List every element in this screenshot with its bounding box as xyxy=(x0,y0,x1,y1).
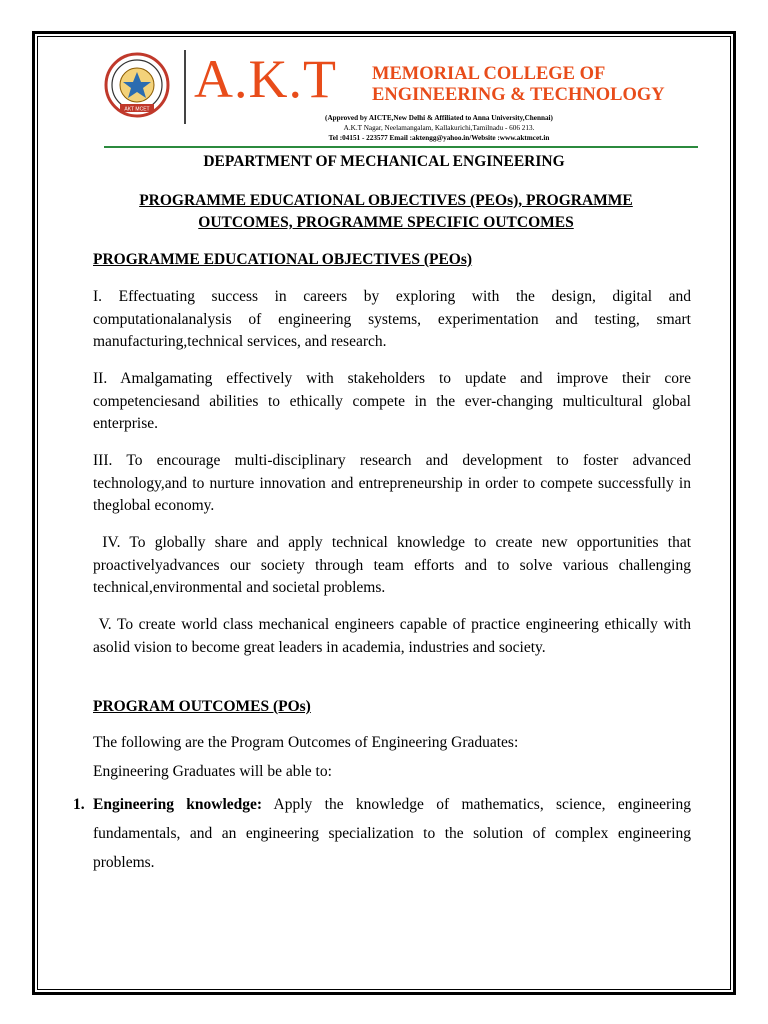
contact-text: Tel :04151 - 223577 Email :aktengg@yahoo.in/Website :www.aktmcet.in xyxy=(328,133,550,142)
peo-item-1: I. Effectuating success in careers by exploring with the design, digital and computationalanalysis of engineering systems, experimentation and testing, smart manufacturing,technical services, and research. xyxy=(93,288,691,350)
approval-text: (Approved by AICTE,New Delhi & Affiliated to Anna University,Chennai) xyxy=(325,114,553,122)
document-title-line2: OUTCOMES, PROGRAMME SPECIFIC OUTCOMES xyxy=(198,214,574,231)
address-text: A.K.T Nagar, Neelamangalam, Kallakurichi,Tamilnadu - 606 213. xyxy=(343,123,535,132)
po-text xyxy=(93,790,691,877)
po-title: Engineering knowledge: xyxy=(93,796,263,813)
po-intro-2: Engineering Graduates will be able to: xyxy=(93,763,332,780)
po-number: 1. xyxy=(73,796,85,813)
peo-item-5: V. To create world class mechanical engineers capable of practice engineering ethically with asolid vision to become great leaders in academia, industries and society. xyxy=(93,616,695,656)
college-address xyxy=(304,114,574,143)
college-letterhead xyxy=(104,46,698,150)
document-title xyxy=(80,190,692,234)
college-name xyxy=(372,64,665,106)
peo-item-3: III. To encourage multi-disciplinary research and development to foster advanced technology,and to nurture innovation and entrepreneurship in order to compete successfully in theglobal economy. xyxy=(93,452,691,514)
po-intro-1: The following are the Program Outcomes of Engineering Graduates: xyxy=(93,734,519,751)
college-name-line1: MEMORIAL COLLEGE OF xyxy=(372,64,606,84)
document-title-line1: PROGRAMME EDUCATIONAL OBJECTIVES (PEOs), PROGRAMME xyxy=(139,192,633,209)
seal-text: AKT MCET xyxy=(124,106,150,113)
po-description: Apply the knowledge of mathematics, science, engineering fundamentals, and an engineering specialization to the solution of complex engineering problems. xyxy=(93,796,692,871)
peo-item-4: IV. To globally share and apply technical knowledge to create new opportunities that proactivelyadvances our society through team efforts and to solve various challenging technical,environmental and societal problems. xyxy=(93,534,695,596)
header-divider xyxy=(184,50,186,124)
department-title: DEPARTMENT OF MECHANICAL ENGINEERING xyxy=(203,153,565,170)
college-seal-icon xyxy=(104,52,170,118)
peo-heading: PROGRAMME EDUCATIONAL OBJECTIVES (PEOs) xyxy=(93,251,473,268)
header-rule xyxy=(104,146,698,148)
college-name-line2: ENGINEERING & TECHNOLOGY xyxy=(372,85,665,105)
po-heading: PROGRAM OUTCOMES (POs) xyxy=(93,698,311,715)
college-logo-text: A.K.T xyxy=(194,49,337,109)
peo-item-2: II. Amalgamating effectively with stakeholders to update and improve their core competenciesand abilities to ethically compete in the ever-changing multicultural global enterprise. xyxy=(93,370,691,432)
